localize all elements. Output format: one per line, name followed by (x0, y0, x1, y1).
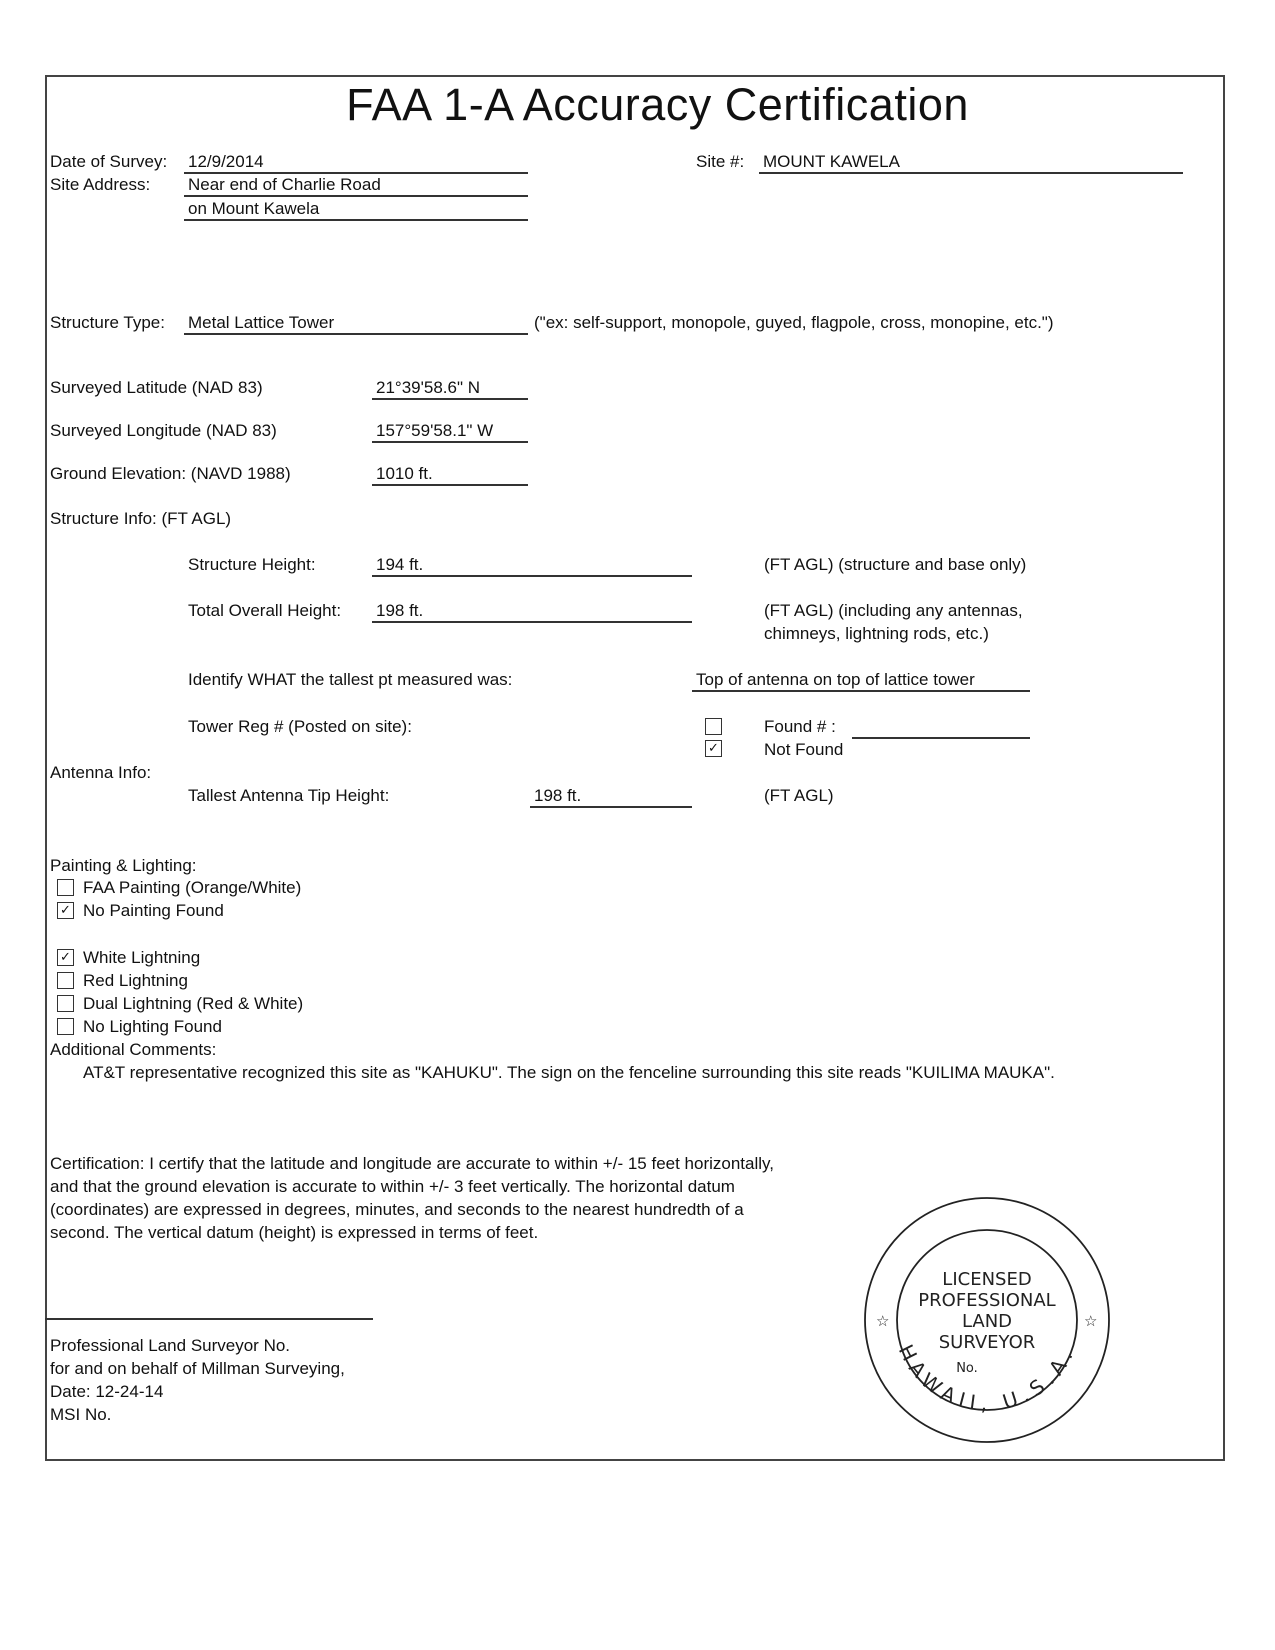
found-label: Found # : (764, 717, 836, 736)
antenna-tip-note: (FT AGL) (764, 786, 834, 805)
site-address-label: Site Address: (50, 175, 151, 194)
tower-reg-label: Tower Reg # (Posted on site): (188, 717, 412, 736)
certification-line-1: Certification: I certify that the latitude and longitude are accurate to within +/- 15 feet horizontally, (50, 1154, 775, 1173)
structure-type-hint: ("ex: self-support, monopole, guyed, flagpole, cross, monopine, etc.") (534, 313, 1054, 332)
painting-lighting-option: Red Lightning (83, 971, 188, 990)
not-found-label: Not Found (764, 740, 844, 759)
surveyor-date: Date: 12-24-14 (50, 1382, 164, 1401)
comments-text: AT&T representative recognized this site as "KAHUKU". The sign on the fenceline surrounding this site reads "KUILIMA MAUKA". (83, 1063, 1055, 1082)
elevation-value: 1010 ft. (372, 464, 528, 486)
star-icon: ☆ (876, 1312, 890, 1330)
painting-lighting-option: Dual Lightning (Red & White) (83, 994, 304, 1013)
longitude-value: 157°59'58.1" W (372, 421, 528, 443)
site-number-value: MOUNT KAWELA (759, 152, 1183, 174)
structure-info-label: Structure Info: (FT AGL) (50, 509, 232, 528)
found-number-field (852, 717, 1030, 739)
painting-lighting-checkbox[interactable] (57, 995, 74, 1012)
elevation-label: Ground Elevation: (NAVD 1988) (50, 464, 291, 483)
seal-line-1: LICENSED (942, 1269, 1032, 1290)
seal-arc-text: HAWAII, U.S.A. (893, 1340, 1080, 1416)
site-address-line1: Near end of Charlie Road (184, 175, 528, 197)
check-icon: ✓ (708, 740, 719, 755)
found-checkbox[interactable] (705, 718, 722, 735)
overall-height-value: 198 ft. (372, 601, 692, 623)
tallest-point-value: Top of antenna on top of lattice tower (692, 670, 1030, 692)
antenna-info-label: Antenna Info: (50, 763, 152, 782)
latitude-value: 21°39'58.6" N (372, 378, 528, 400)
structure-height-value: 194 ft. (372, 555, 692, 577)
date-of-survey-label: Date of Survey: (50, 152, 168, 171)
surveyor-line-1: Professional Land Surveyor No. (50, 1336, 291, 1355)
seal-number: No. (956, 1361, 978, 1376)
not-found-checkbox[interactable] (705, 740, 722, 757)
date-of-survey-value: 12/9/2014 (184, 152, 528, 174)
antenna-tip-value: 198 ft. (530, 786, 692, 808)
overall-height-label: Total Overall Height: (188, 601, 342, 620)
latitude-label: Surveyed Latitude (NAD 83) (50, 378, 263, 397)
seal-line-3: LAND (961, 1311, 1013, 1332)
structure-type-value: Metal Lattice Tower (184, 313, 528, 335)
seal-line-4: SURVEYOR (938, 1332, 1036, 1353)
certification-line-4: second. The vertical datum (height) is expressed in terms of feet. (50, 1223, 539, 1242)
check-icon: ✓ (60, 902, 71, 917)
structure-height-label: Structure Height: (188, 555, 316, 574)
site-number-label: Site #: (696, 152, 745, 171)
painting-lighting-checkbox[interactable] (57, 902, 74, 919)
painting-lighting-label: Painting & Lighting: (50, 856, 197, 875)
certification-line-2: and that the ground elevation is accurate to within +/- 3 feet vertically. The horizontal datum (50, 1177, 735, 1196)
msi-number: MSI No. (50, 1405, 112, 1424)
tallest-point-label: Identify WHAT the tallest pt measured was: (188, 670, 513, 689)
comments-label: Additional Comments: (50, 1040, 217, 1059)
surveyor-line-2: for and on behalf of Millman Surveying, (50, 1359, 345, 1378)
structure-height-note: (FT AGL) (structure and base only) (764, 555, 1027, 574)
signature-line (45, 1318, 373, 1320)
form-title: FAA 1-A Accuracy Certification (346, 79, 969, 130)
longitude-label: Surveyed Longitude (NAD 83) (50, 421, 277, 440)
surveyor-seal (862, 1195, 1112, 1445)
overall-height-note-2: chimneys, lightning rods, etc.) (764, 624, 989, 643)
antenna-tip-label: Tallest Antenna Tip Height: (188, 786, 390, 805)
check-icon: ✓ (60, 949, 71, 964)
painting-lighting-option: No Lighting Found (83, 1017, 222, 1036)
star-icon: ☆ (1084, 1312, 1098, 1330)
painting-lighting-checkbox[interactable] (57, 879, 74, 896)
painting-lighting-checkbox[interactable] (57, 949, 74, 966)
painting-lighting-option: No Painting Found (83, 901, 224, 920)
painting-lighting-option: White Lightning (83, 948, 201, 967)
painting-lighting-checkbox[interactable] (57, 1018, 74, 1035)
certification-line-3: (coordinates) are expressed in degrees, minutes, and seconds to the nearest hundredth of a (50, 1200, 744, 1219)
seal-line-2: PROFESSIONAL (918, 1290, 1056, 1311)
overall-height-note-1: (FT AGL) (including any antennas, (764, 601, 1023, 620)
structure-type-label: Structure Type: (50, 313, 165, 332)
site-address-line2: on Mount Kawela (184, 199, 528, 221)
painting-lighting-checkbox[interactable] (57, 972, 74, 989)
painting-lighting-option: FAA Painting (Orange/White) (83, 878, 302, 897)
